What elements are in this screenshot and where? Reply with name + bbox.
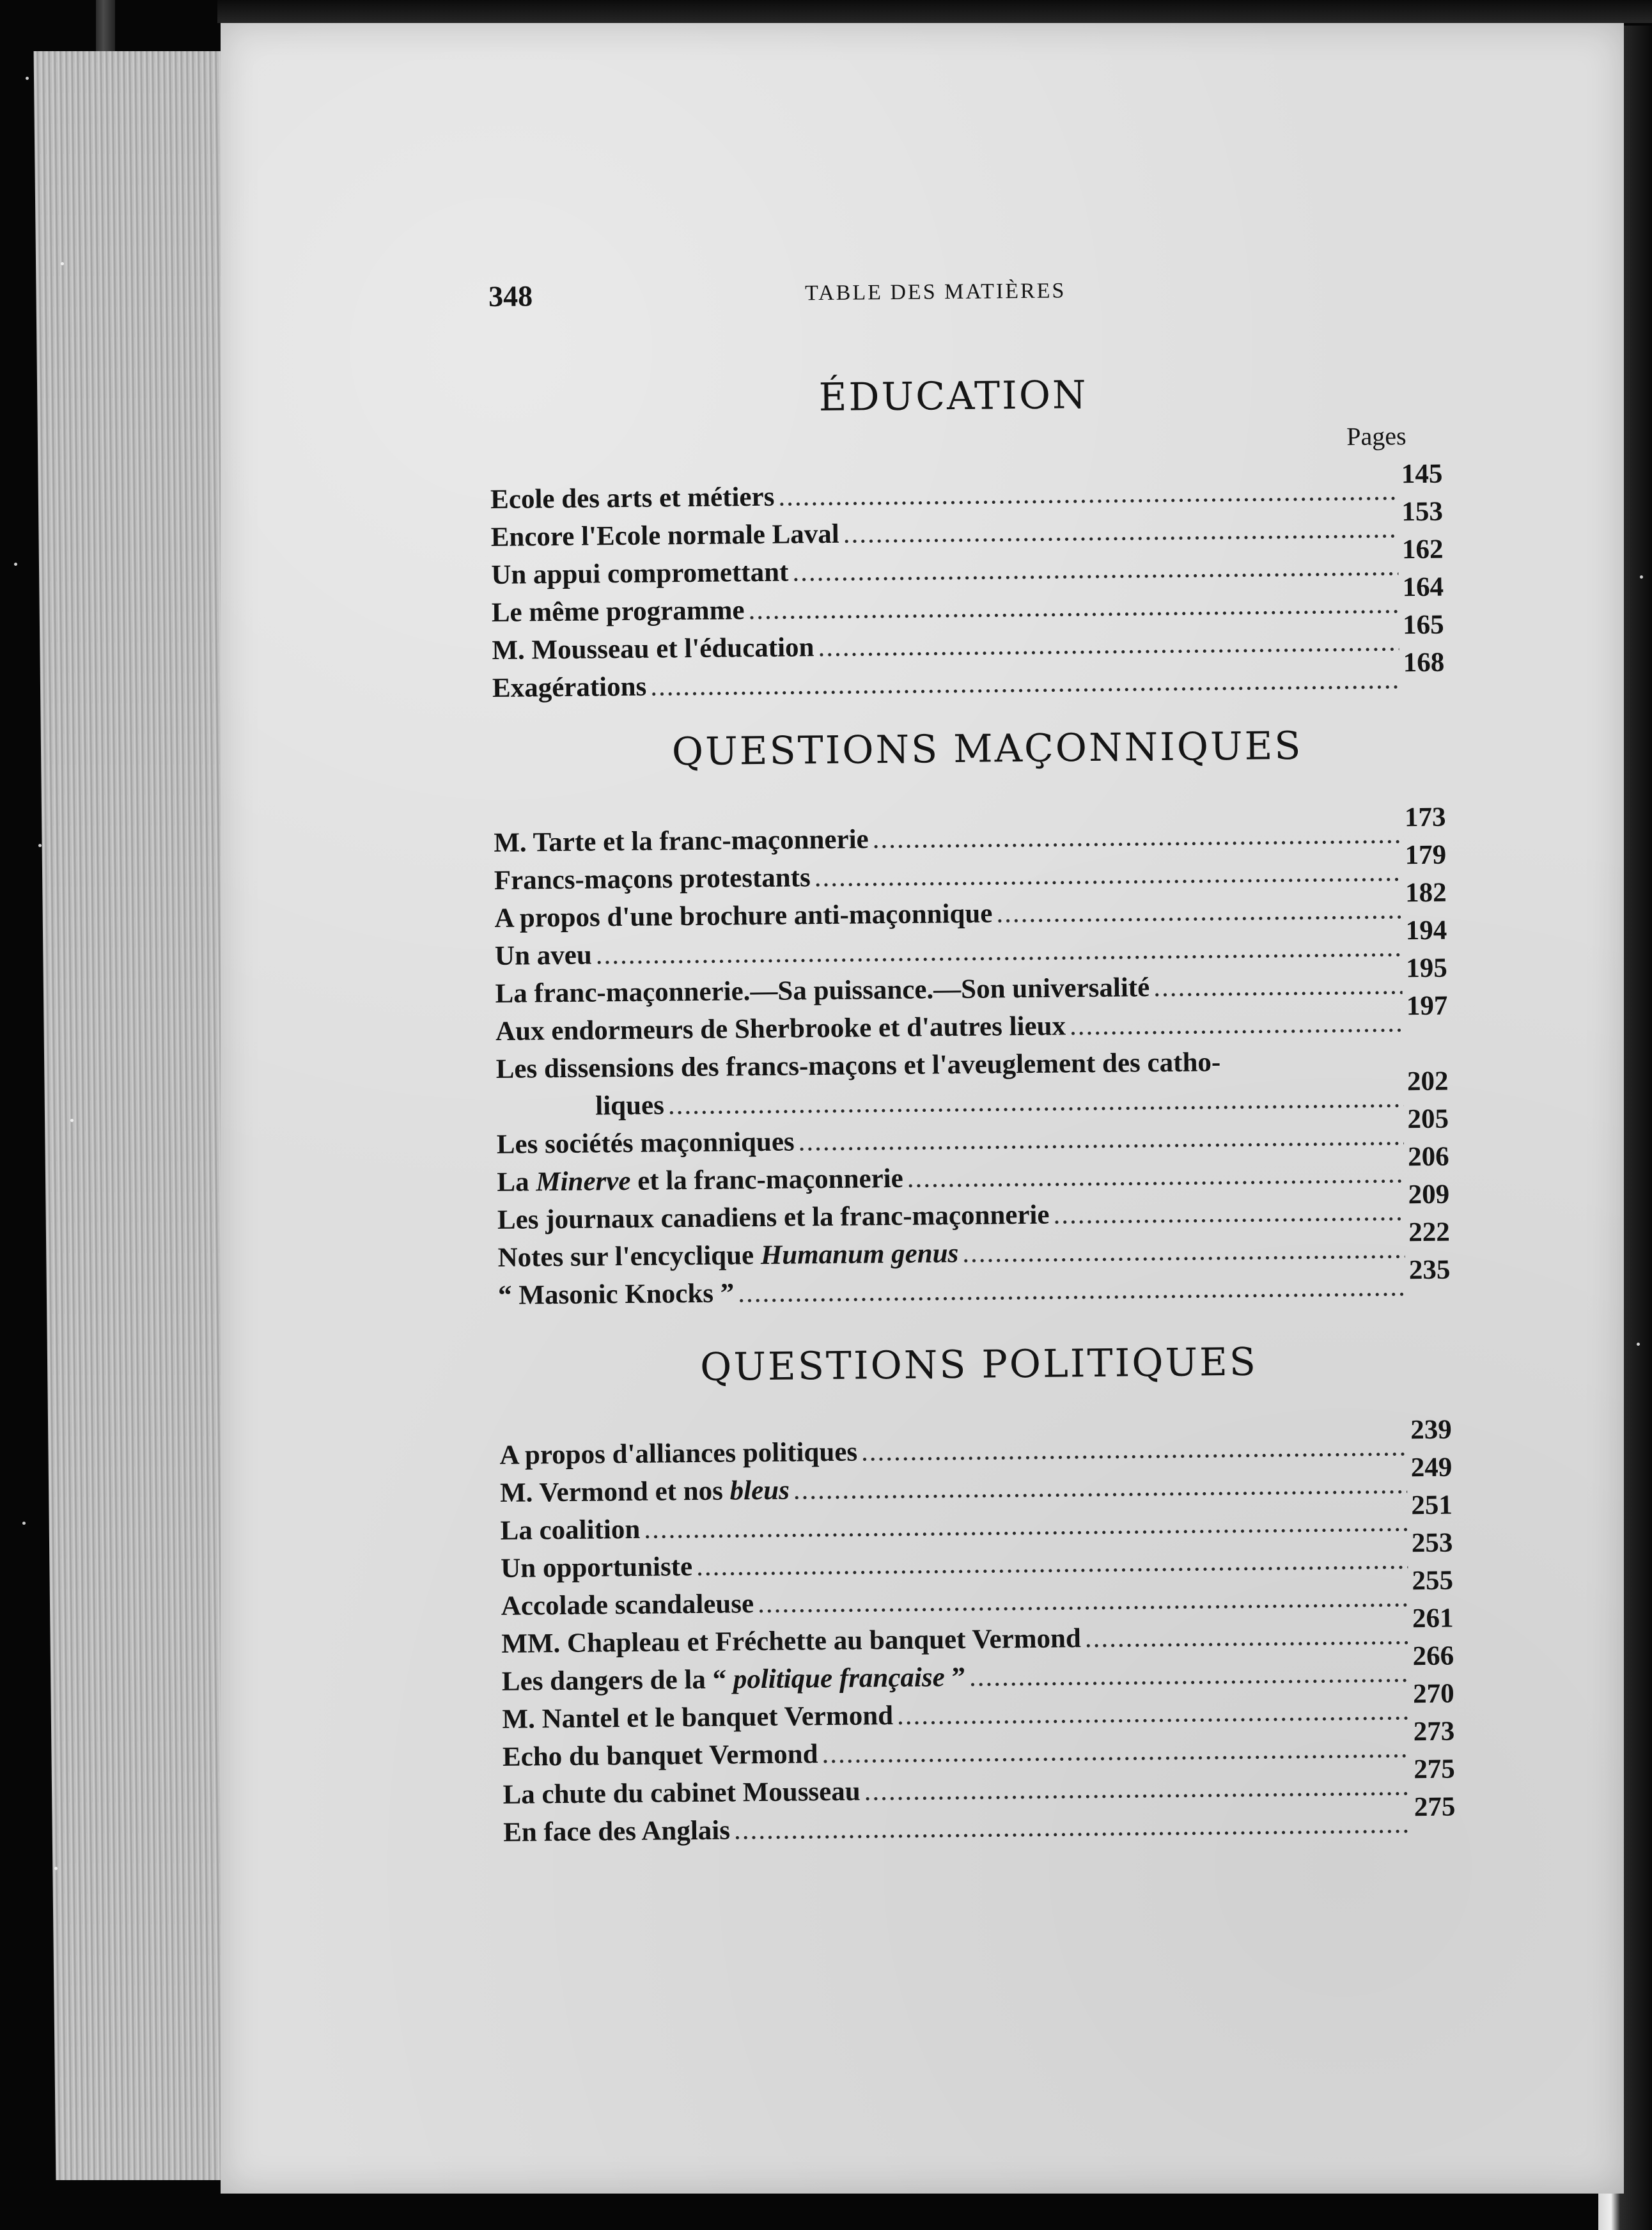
toc-entry-page-number: 235 — [1408, 1254, 1451, 1286]
toc-entry-page-number: 209 — [1408, 1179, 1450, 1210]
toc-entry-title — [497, 1163, 903, 1198]
dot-leader — [792, 550, 1398, 588]
toc-entry-title: Exagérations — [492, 671, 647, 703]
dot-leader — [814, 856, 1401, 893]
section-heading-education: ÉDUCATION — [818, 373, 1088, 421]
toc-entry-title-part: La — [497, 1167, 536, 1197]
toc-entry-title: Accolade scandaleuse — [501, 1589, 754, 1621]
toc-entry-page-number: 202 — [1407, 1066, 1449, 1097]
dust-speck — [38, 844, 42, 847]
dot-leader — [1153, 969, 1403, 1003]
dot-leader — [644, 1506, 1408, 1545]
dot-leader — [1070, 1007, 1403, 1041]
toc-entry-title-italic: politique française — [733, 1662, 945, 1695]
toc-entry-title-italic: Minerve — [536, 1166, 631, 1197]
toc-entry-page-number: 266 — [1412, 1641, 1454, 1672]
toc-entry-page-number: 182 — [1405, 877, 1447, 908]
toc-entry-title-part: Les dangers de la “ — [501, 1664, 734, 1697]
toc-entry-title-italic: Humanum genus — [760, 1238, 959, 1270]
dust-speck — [22, 1522, 26, 1525]
dust-speck — [54, 1867, 58, 1870]
toc-entry-title: M. Tarte et la franc-maçonnerie — [494, 824, 869, 858]
dot-leader — [1224, 1069, 1403, 1071]
toc-list-questions-politiques — [499, 1414, 1475, 1855]
toc-entry-page-number: 275 — [1414, 1791, 1456, 1823]
toc-entry-page-number: 194 — [1405, 915, 1447, 946]
dust-speck — [1640, 575, 1643, 579]
dot-leader — [1053, 1196, 1405, 1230]
pages-column-label: Pages — [1346, 421, 1407, 451]
dot-leader — [996, 894, 1401, 929]
toc-entry-page-number: 275 — [1414, 1754, 1456, 1785]
dot-leader — [758, 1582, 1408, 1619]
toc-entry-title-part: Notes sur l'encyclique — [497, 1240, 761, 1273]
dot-leader — [668, 1082, 1404, 1121]
dot-leader — [738, 1271, 1405, 1309]
dot-leader — [897, 1695, 1410, 1731]
toc-entry-page-number: 273 — [1413, 1716, 1455, 1747]
toc-entry-page-number: 261 — [1412, 1603, 1454, 1634]
toc-entry-page-number: 205 — [1407, 1103, 1449, 1135]
dust-speck — [26, 77, 29, 80]
dot-leader — [734, 1808, 1411, 1846]
toc-entry-page-number: 255 — [1412, 1565, 1454, 1596]
dot-leader — [843, 513, 1398, 549]
toc-entry-title: Aux endormeurs de Sherbrooke et d'autres lieux — [495, 1011, 1066, 1047]
dot-leader — [864, 1770, 1410, 1807]
toc-entry-title: Un appui compromettant — [491, 557, 789, 590]
toc-entry-title: M. Mousseau et l'éducation — [492, 632, 814, 666]
toc-entry-page-number: 251 — [1411, 1490, 1453, 1521]
toc-entry-title: liques — [595, 1090, 665, 1121]
toc-entry-title: “ Masonic Knocks ” — [497, 1278, 735, 1311]
book-page — [221, 23, 1624, 2194]
toc-entry-page-number: 162 — [1401, 534, 1444, 565]
toc-entry-title: Le même programme — [491, 595, 745, 628]
toc-entry-title-part: ” — [944, 1662, 966, 1693]
toc-entry-page-number: 270 — [1412, 1678, 1454, 1710]
toc-entry-title: Un opportuniste — [500, 1552, 693, 1584]
dot-leader — [748, 588, 1399, 626]
dot-leader — [872, 818, 1401, 855]
toc-entry-title: Les dissensions des francs-maçons et l'aveuglement des catho- — [495, 1047, 1221, 1084]
toc-entry-page-number: 164 — [1402, 572, 1444, 603]
dot-leader — [861, 1431, 1407, 1467]
toc-entry-title-italic: bleus — [729, 1475, 790, 1506]
toc-entry-page-number: 197 — [1406, 990, 1448, 1022]
toc-list-questions-maconniques — [494, 802, 1470, 1318]
dot-leader — [818, 626, 1399, 663]
dot-leader — [907, 1158, 1404, 1194]
dot-leader — [696, 1544, 1408, 1582]
toc-entry-page-number: 173 — [1404, 802, 1446, 833]
page-block-edges — [34, 51, 248, 2180]
toc-entry-title: Un aveu — [494, 940, 592, 971]
toc-entry-title — [497, 1238, 958, 1274]
running-head — [488, 265, 1256, 324]
toc-entry-title: A propos d'alliances politiques — [499, 1437, 858, 1470]
running-title: TABLE DES MATIÈRES — [804, 279, 1066, 306]
toc-entry-page-number: 239 — [1410, 1414, 1452, 1446]
toc-entry-title: M. Nantel et le banquet Vermond — [502, 1701, 894, 1735]
toc-entry-title: La franc-maçonnerie.—Sa puissance.—Son universalité — [495, 972, 1150, 1009]
page-content — [221, 10, 1644, 2194]
toc-entry-title: Les journaux canadiens et la franc-maçonnerie — [497, 1199, 1050, 1235]
toc-entry-title — [500, 1475, 790, 1509]
toc-entry-title: La chute du cabinet Mousseau — [503, 1776, 861, 1810]
dust-speck — [14, 563, 17, 566]
toc-entry-title: La coalition — [500, 1514, 641, 1546]
dot-leader — [969, 1657, 1409, 1693]
toc-entry-title — [502, 1662, 965, 1697]
toc-entry-page-number: 249 — [1410, 1452, 1453, 1483]
toc-entry-page-number: 222 — [1408, 1217, 1450, 1248]
toc-entry-page-number: 179 — [1405, 839, 1447, 871]
toc-list-education — [490, 458, 1464, 710]
toc-entry-page-number: 145 — [1401, 458, 1443, 490]
toc-entry-title: Ecole des arts et métiers — [490, 481, 775, 515]
toc-entry-page-number: 253 — [1411, 1527, 1453, 1559]
page-number: 348 — [488, 279, 533, 313]
toc-entry-title-part: et la franc-maçonnerie — [630, 1163, 903, 1196]
dust-speck — [61, 262, 64, 265]
dust-speck — [1637, 1343, 1640, 1346]
toc-entry-title: Echo du banquet Vermond — [502, 1739, 818, 1772]
dot-leader — [798, 1120, 1404, 1157]
toc-entry-page-number: 168 — [1403, 647, 1445, 678]
dot-leader — [650, 664, 1399, 702]
section-heading-questions-maconniques: QUESTIONS MAÇONNIQUES — [671, 723, 1303, 775]
toc-entry-title-part: M. Vermond et nos — [499, 1476, 730, 1508]
dot-leader — [962, 1233, 1405, 1269]
dust-speck — [70, 1119, 74, 1122]
section-heading-questions-politiques: QUESTIONS POLITIQUES — [699, 1339, 1258, 1390]
toc-entry-page-number: 206 — [1407, 1141, 1449, 1173]
toc-entry-title: MM. Chapleau et Fréchette au banquet Vermond — [501, 1623, 1082, 1659]
dot-leader — [1085, 1619, 1409, 1654]
toc-entry-title: A propos d'une brochure anti-maçonnique — [494, 898, 993, 933]
toc-entry-title: Les sociétés maçonniques — [496, 1127, 795, 1160]
dot-leader — [793, 1469, 1408, 1506]
toc-entry-page-number: 153 — [1401, 496, 1444, 527]
toc-entry-title: Encore l'Ecole normale Laval — [490, 519, 839, 552]
toc-entry-title: Francs-maçons protestants — [494, 862, 811, 896]
toc-entry-title: En face des Anglais — [503, 1815, 731, 1848]
toc-entry-page-number: 165 — [1402, 609, 1444, 641]
dot-leader — [822, 1733, 1410, 1770]
dot-leader — [778, 475, 1398, 512]
toc-entry-page-number: 195 — [1406, 953, 1448, 984]
